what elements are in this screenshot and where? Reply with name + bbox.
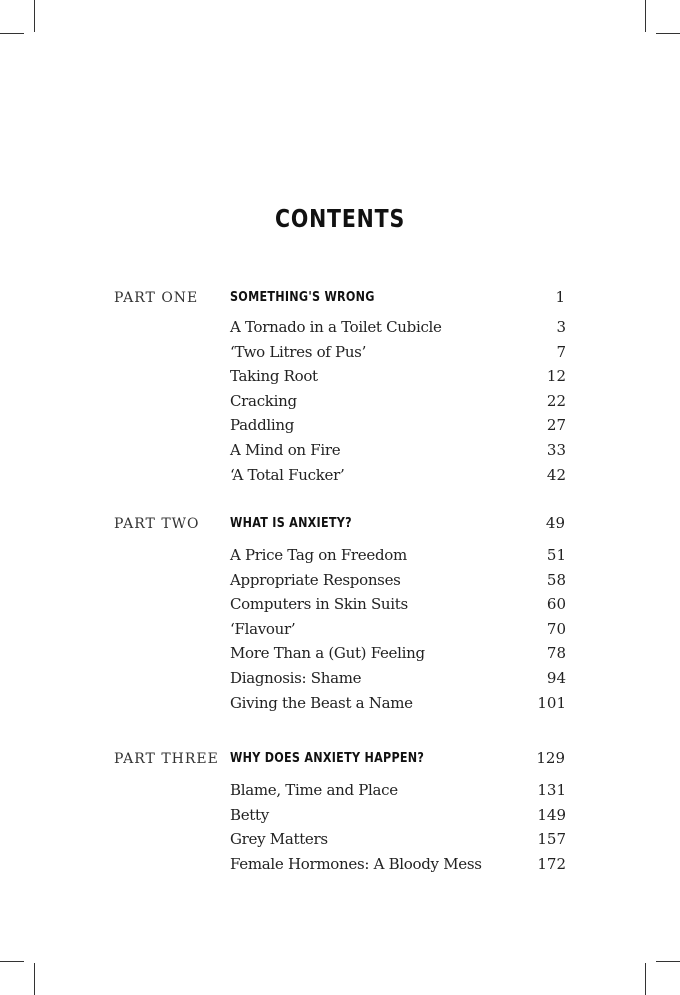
chapter-title: Taking Root (230, 367, 318, 386)
chapter-title: ‘Two Litres of Pus’ (230, 342, 367, 361)
chapter-list (230, 315, 566, 487)
chapter-entry (230, 617, 566, 642)
crop-mark-bottom-left-horizontal (0, 961, 24, 962)
chapter-entry (230, 803, 566, 828)
chapter-entry (230, 641, 566, 666)
chapter-list (230, 778, 566, 876)
chapter-page-number: 60 (546, 595, 566, 614)
chapter-title: More Than a (Gut) Feeling (230, 644, 425, 663)
crop-mark-bottom-left-vertical (34, 963, 35, 995)
chapter-entry (230, 691, 566, 716)
part-label: PART TWO (114, 516, 200, 532)
crop-mark-top-left-vertical (34, 0, 35, 32)
crop-mark-top-right-vertical (645, 0, 646, 32)
chapter-title: Blame, Time and Place (230, 781, 398, 799)
chapter-title: A Mind on Fire (230, 440, 341, 459)
page-title: CONTENTS (274, 204, 406, 233)
chapter-entry (230, 852, 566, 877)
chapter-entry (230, 340, 566, 365)
part-page-number: 1 (555, 288, 565, 306)
chapter-title: Betty (230, 805, 269, 824)
chapter-title: Appropriate Responses (230, 570, 401, 589)
part-label: PART THREE (114, 751, 219, 767)
chapter-page-number: 78 (546, 644, 566, 663)
chapter-entry (230, 827, 566, 852)
chapter-page-number: 172 (537, 854, 566, 873)
part-heading: WHAT IS ANXIETY? (230, 516, 352, 531)
crop-mark-top-left-horizontal (0, 33, 24, 34)
chapter-page-number: 157 (537, 830, 566, 849)
chapter-entry (230, 592, 566, 617)
chapter-entry (230, 315, 566, 340)
part-page-number: 129 (536, 749, 565, 767)
chapter-entry (230, 666, 566, 691)
chapter-page-number: 3 (556, 318, 566, 336)
part-page-number: 49 (545, 514, 565, 532)
chapter-entry (230, 364, 566, 389)
chapter-page-number: 94 (546, 668, 566, 687)
chapter-page-number: 12 (546, 367, 566, 386)
chapter-page-number: 51 (546, 546, 566, 564)
chapter-page-number: 149 (537, 805, 566, 824)
chapter-page-number: 70 (546, 619, 566, 638)
chapter-title: Grey Matters (230, 830, 328, 849)
chapter-entry (230, 438, 566, 463)
chapter-page-number: 22 (546, 391, 566, 410)
chapter-entry (230, 568, 566, 593)
chapter-page-number: 27 (546, 416, 566, 435)
chapter-title: Diagnosis: Shame (230, 668, 362, 687)
chapter-page-number: 131 (537, 781, 566, 799)
chapter-title: Giving the Beast a Name (230, 693, 413, 712)
chapter-entry (230, 413, 566, 438)
part-heading: WHY DOES ANXIETY HAPPEN? (230, 751, 425, 766)
chapter-entry (230, 543, 566, 568)
chapter-entry (230, 463, 566, 488)
chapter-page-number: 101 (537, 693, 566, 712)
chapter-title: Female Hormones: A Bloody Mess (230, 854, 482, 873)
chapter-entry (230, 778, 566, 803)
part-heading: SOMETHING'S WRONG (230, 290, 375, 305)
chapter-page-number: 58 (546, 570, 566, 589)
chapter-title: ‘A Total Fucker’ (230, 465, 345, 484)
crop-mark-bottom-right-horizontal (656, 961, 680, 962)
crop-mark-top-right-horizontal (656, 33, 680, 34)
chapter-entry (230, 389, 566, 414)
chapter-page-number: 7 (556, 342, 566, 361)
chapter-title: A Tornado in a Toilet Cubicle (230, 318, 442, 336)
chapter-title: A Price Tag on Freedom (230, 546, 407, 564)
chapter-title: Cracking (230, 391, 297, 410)
chapter-title: Paddling (230, 416, 295, 435)
chapter-title: Computers in Skin Suits (230, 595, 408, 614)
chapter-page-number: 33 (546, 440, 566, 459)
crop-mark-bottom-right-vertical (645, 963, 646, 995)
part-label: PART ONE (114, 290, 199, 306)
chapter-page-number: 42 (546, 465, 566, 484)
chapter-list (230, 543, 566, 715)
chapter-title: ‘Flavour’ (230, 619, 296, 638)
